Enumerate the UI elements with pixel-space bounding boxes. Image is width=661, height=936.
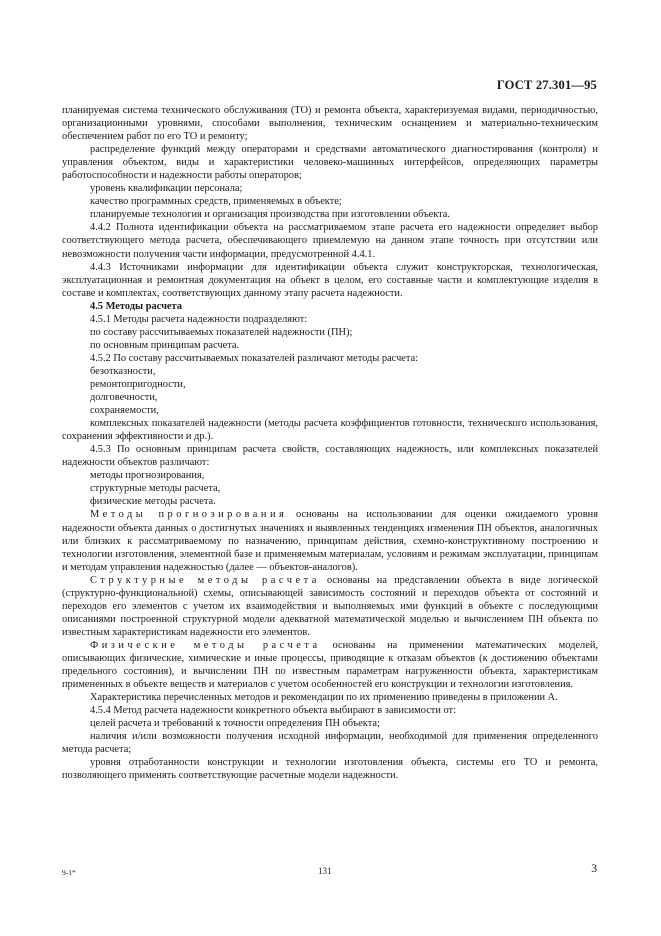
list-item: безотказности, [90, 365, 156, 377]
paragraph: качество программных средств, применяемых в объекте; [90, 196, 342, 208]
sheet-number: 131 [318, 866, 332, 876]
paragraph: Характеристика перечисленных методов и рекомендации по их применению приведены в приложении А. [90, 692, 558, 704]
paragraph: планируемая система технического обслуживания (ТО) и ремонта объекта, характеризуемая видами, периодичностью, организационными уровнями, способами выполнения, техническим оснащением и материально-техническим обеспечением работ по его ТО и ремонту; [62, 105, 598, 143]
list-item: уровня отработанности конструкции и технологии изготовления объекта, системы его ТО и ремонта, позволяющего применять соответствующие расчетные модели надежности. [62, 757, 598, 782]
list-item: ремонтопригодности, [90, 378, 186, 390]
page-number: 3 [591, 863, 597, 875]
method-term: Физические методы расчета [90, 639, 321, 651]
document-body [62, 104, 598, 782]
method-paragraph [62, 574, 598, 639]
method-description: основаны на использовании для оценки ожидаемого уровня надежности объекта данных о достигнутых значениях и выявленных тенденциях изменения ПН объектов, аналогичных или близких к рассматриваемому по назначению, принципам действия, схемно-конструктивному построению и технологии изготовления, элементной базе и применяемым материалам, условиям и режимам эксплуатации, принципам и методам управления надежностью (далее — объектов-аналогов). [62, 509, 598, 573]
list-item: комплексных показателей надежности (методы расчета коэффициентов готовности, технического использования, сохранения эффективности и др.). [62, 418, 598, 443]
method-description: основаны на представлении объекта в виде логической (структурно-функциональной) схемы, описывающей зависимость состояний и переходов объекта от состояний и переходов его элементов с учетом их взаимодействия и выполняемых ими функций в объекте с последующими описаниями построенной структурной модели адекватной математической моделью и вычислением ПН объекта по известным характеристикам надежности его элементов. [62, 574, 598, 638]
paragraph: уровень квалификации персонала; [90, 183, 243, 195]
paragraph: планируемые технология и организация производства при изготовлении объекта. [90, 209, 450, 221]
list-item: целей расчета и требований к точности определения ПН объекта; [90, 718, 380, 730]
list-item: долговечности, [90, 392, 158, 404]
method-term: Структурные методы расчета [90, 574, 320, 586]
list-item: по основным принципам расчета. [90, 339, 240, 351]
paragraph: 4.5.4 Метод расчета надежности конкретного объекта выбирают в зависимости от: [90, 705, 456, 717]
standard-number: ГОСТ 27.301—95 [496, 78, 597, 92]
paragraph: 4.5.2 По составу рассчитываемых показателей различают методы расчета: [90, 352, 419, 364]
list-item: структурные методы расчета, [90, 483, 221, 495]
paragraph: распределение функций между операторами и средствами автоматического диагностирования (контроля) и управления объектом, виды и характеристики человеко-машинных интерфейсов, определяющих параметры работоспособности и надежности работы операторов; [62, 144, 598, 182]
print-mark: 9-1* [62, 868, 76, 877]
section-heading: 4.5 Методы расчета [90, 300, 182, 312]
paragraph: 4.5.1 Методы расчета надежности подразделяют: [90, 313, 308, 325]
method-term: Методы прогнозирования [90, 509, 288, 521]
list-item: по составу рассчитываемых показателей надежности (ПН); [90, 326, 353, 338]
method-description: основаны на применении математических моделей, описывающих физические, химические и иные процессы, приводящие к отказам объектов (к достижению объектами предельного состояния), и вычислении ПН по известным параметрам нагруженности объекта, характеристикам примененных в объекте веществ и материалов с учетом особенностей его конструкции и технологии изготовления. [62, 639, 598, 691]
list-item: методы прогнозирования, [90, 470, 205, 482]
paragraph: 4.4.3 Источниками информации для идентификации объекта служит конструкторская, технологическая, эксплуатационная и ремонтная документация на объект в целом, его составные части и комплектующие изделия в составе и комплектах, соответствующих данному этапу расчета надежности. [62, 261, 598, 299]
method-paragraph [62, 639, 598, 691]
paragraph: 4.5.3 По основным принципам расчета свойств, составляющих надежность, или комплексных показателей надежности объектов различают: [62, 444, 598, 469]
method-paragraph [62, 508, 598, 573]
list-item: сохраняемости, [90, 405, 159, 417]
paragraph: 4.4.2 Полнота идентификации объекта на рассматриваемом этапе расчета его надежности определяет выбор соответствующего метода расчета, обеспечивающего приемлемую на данном этапе точность при отсутствии или невозможности получения части информации, предусмотренной 4.4.1. [62, 222, 598, 260]
list-item: физические методы расчета. [90, 496, 216, 508]
list-item: наличия и/или возможности получения исходной информации, необходимой для применения определенного метода расчета; [62, 731, 598, 756]
